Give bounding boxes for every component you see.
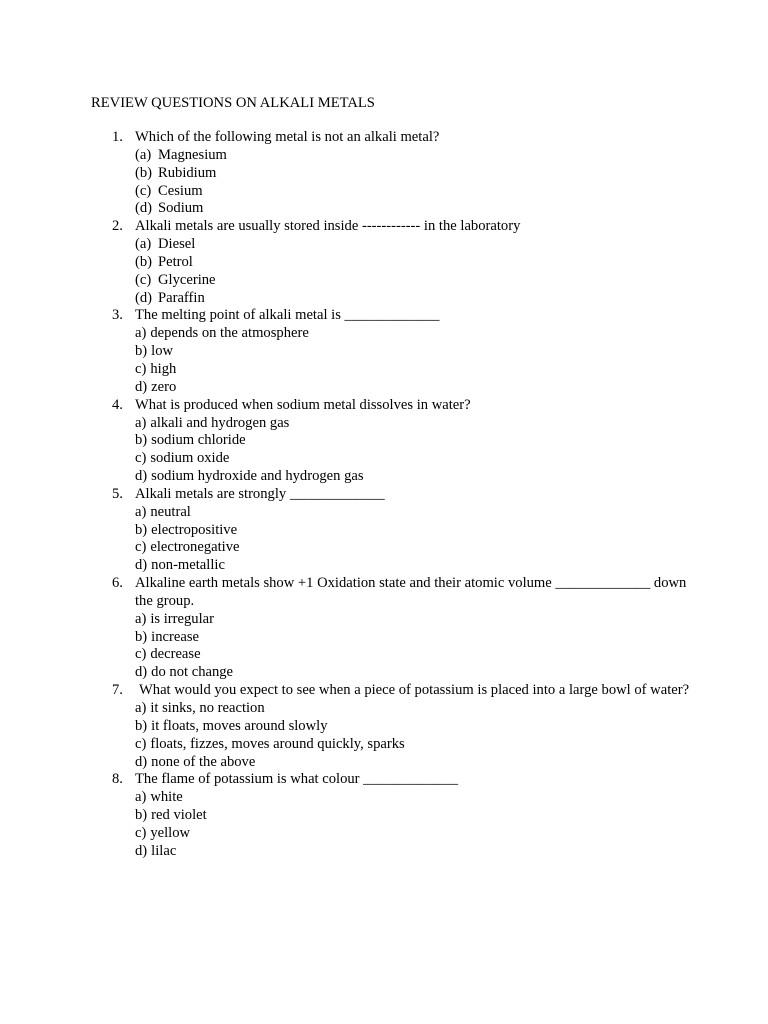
- option-item: [135, 646, 691, 664]
- option-item: [135, 343, 691, 361]
- option-item: [135, 236, 691, 254]
- option-letter: c): [135, 735, 147, 752]
- option-text: electronegative: [150, 539, 240, 556]
- question-item: [91, 682, 691, 771]
- option-text: zero: [151, 378, 177, 395]
- option-letter: c): [135, 539, 147, 556]
- question-item: [91, 771, 691, 860]
- option-letter: (c): [135, 182, 152, 199]
- option-list: [135, 325, 691, 396]
- option-letter: c): [135, 824, 147, 841]
- option-letter: a): [135, 700, 147, 716]
- question-text: Alkali metals are strongly _____________: [135, 485, 385, 502]
- option-letter: c): [135, 360, 147, 377]
- question-text: Alkali metals are usually stored inside ------------ in the laboratory: [135, 218, 521, 235]
- question-item: [91, 307, 691, 396]
- option-text: sodium hydroxide and hydrogen gas: [151, 468, 364, 485]
- option-text: neutral: [150, 503, 191, 520]
- option-letter: (c): [135, 271, 152, 288]
- option-text: electropositive: [151, 521, 238, 538]
- option-text: Rubidium: [158, 164, 217, 181]
- option-text: Magnesium: [158, 146, 227, 163]
- option-letter: (a): [135, 146, 152, 163]
- question-number: 8.: [112, 771, 123, 788]
- option-letter: b): [135, 521, 148, 538]
- question-text: The flame of potassium is what colour _____________: [135, 771, 459, 788]
- option-letter: c): [135, 646, 147, 663]
- option-letter: b): [135, 343, 148, 360]
- option-item: [135, 664, 691, 682]
- option-letter: a): [135, 789, 147, 806]
- option-item: [135, 415, 691, 433]
- option-text: decrease: [150, 646, 201, 663]
- question-number: 4.: [112, 396, 123, 413]
- option-item: [135, 611, 691, 629]
- option-letter: b): [135, 628, 148, 645]
- option-letter: d): [135, 378, 148, 395]
- option-text: Paraffin: [158, 289, 205, 306]
- option-item: [135, 718, 691, 736]
- question-text: The melting point of alkali metal is _____________: [135, 307, 440, 324]
- option-letter: d): [135, 664, 148, 681]
- option-item: [135, 843, 691, 861]
- option-text: it sinks, no reaction: [150, 700, 265, 716]
- option-text: Diesel: [158, 236, 196, 253]
- question-number: 2.: [112, 218, 123, 235]
- option-item: [135, 432, 691, 450]
- option-text: white: [150, 789, 183, 806]
- option-list: [135, 415, 691, 486]
- option-text: sodium chloride: [151, 432, 246, 449]
- question-item: [91, 397, 691, 486]
- option-item: [135, 522, 691, 540]
- question-list: [91, 129, 691, 861]
- option-item: [135, 200, 691, 218]
- option-list: [135, 147, 691, 218]
- option-item: [135, 754, 691, 772]
- option-list: [135, 611, 691, 682]
- option-text: red violet: [151, 807, 207, 824]
- question-item: [91, 218, 691, 307]
- question-number: 3.: [112, 307, 123, 324]
- option-text: none of the above: [151, 753, 256, 770]
- option-item: [135, 272, 691, 290]
- option-text: non-metallic: [151, 557, 225, 574]
- option-item: [135, 736, 691, 754]
- option-text: Petrol: [158, 253, 193, 270]
- question-number: 7.: [112, 682, 123, 699]
- option-item: [135, 325, 691, 343]
- option-item: [135, 450, 691, 468]
- option-item: [135, 807, 691, 825]
- option-item: [135, 290, 691, 308]
- option-item: [135, 629, 691, 647]
- option-text: floats, fizzes, moves around quickly, sparks: [150, 735, 405, 752]
- option-item: [135, 789, 691, 807]
- option-letter: (d): [135, 289, 153, 306]
- option-text: Sodium: [158, 200, 204, 217]
- option-item: [135, 504, 691, 522]
- option-text: is irregular: [150, 610, 214, 627]
- option-letter: d): [135, 842, 148, 859]
- option-item: [135, 468, 691, 486]
- option-text: Glycerine: [158, 271, 216, 288]
- option-item: [135, 379, 691, 397]
- question-item: [91, 129, 691, 218]
- option-letter: (d): [135, 200, 153, 217]
- option-item: [135, 825, 691, 843]
- option-text: sodium oxide: [150, 450, 230, 467]
- option-letter: d): [135, 557, 148, 574]
- option-text: Cesium: [158, 182, 203, 199]
- option-letter: b): [135, 432, 148, 449]
- option-item: [135, 147, 691, 165]
- option-letter: d): [135, 753, 148, 770]
- option-item: [135, 254, 691, 272]
- option-item: [135, 165, 691, 183]
- option-letter: b): [135, 807, 148, 824]
- option-text: do not change: [151, 664, 234, 681]
- option-text: it floats, moves around slowly: [151, 717, 328, 734]
- option-text: depends on the atmosphere: [150, 325, 309, 342]
- question-item: [91, 486, 691, 575]
- question-text: What is produced when sodium metal dissolves in water?: [135, 396, 471, 413]
- option-letter: (a): [135, 236, 152, 253]
- option-text: alkali and hydrogen gas: [150, 414, 290, 431]
- option-list: [135, 504, 691, 575]
- option-letter: a): [135, 414, 147, 431]
- question-number: 1.: [112, 129, 123, 145]
- question-text: What would you expect to see when a piece of potassium is placed into a large bowl of water?: [139, 682, 690, 699]
- question-item: [91, 575, 691, 682]
- option-list: [135, 700, 691, 771]
- option-letter: d): [135, 468, 148, 485]
- option-item: [135, 361, 691, 379]
- option-list: [135, 236, 691, 307]
- document-title: REVIEW QUESTIONS ON ALKALI METALS: [91, 95, 375, 111]
- option-item: [135, 183, 691, 201]
- option-list: [135, 789, 691, 860]
- option-letter: c): [135, 450, 147, 467]
- question-text: Which of the following metal is not an alkali metal?: [135, 129, 440, 145]
- question-number: 6.: [112, 575, 123, 592]
- option-text: high: [150, 360, 177, 377]
- option-letter: a): [135, 610, 147, 627]
- option-text: low: [151, 343, 174, 360]
- question-text: Alkaline earth metals show +1 Oxidation state and their atomic volume _____________ down the group.: [135, 575, 687, 609]
- option-letter: b): [135, 717, 148, 734]
- question-number: 5.: [112, 485, 123, 502]
- option-text: yellow: [150, 824, 191, 841]
- option-letter: (b): [135, 164, 153, 181]
- option-letter: (b): [135, 253, 153, 270]
- option-letter: a): [135, 503, 147, 520]
- option-text: increase: [151, 628, 199, 645]
- option-text: lilac: [151, 842, 177, 859]
- option-item: [135, 700, 691, 718]
- option-letter: a): [135, 325, 147, 342]
- option-item: [135, 557, 691, 575]
- option-item: [135, 539, 691, 557]
